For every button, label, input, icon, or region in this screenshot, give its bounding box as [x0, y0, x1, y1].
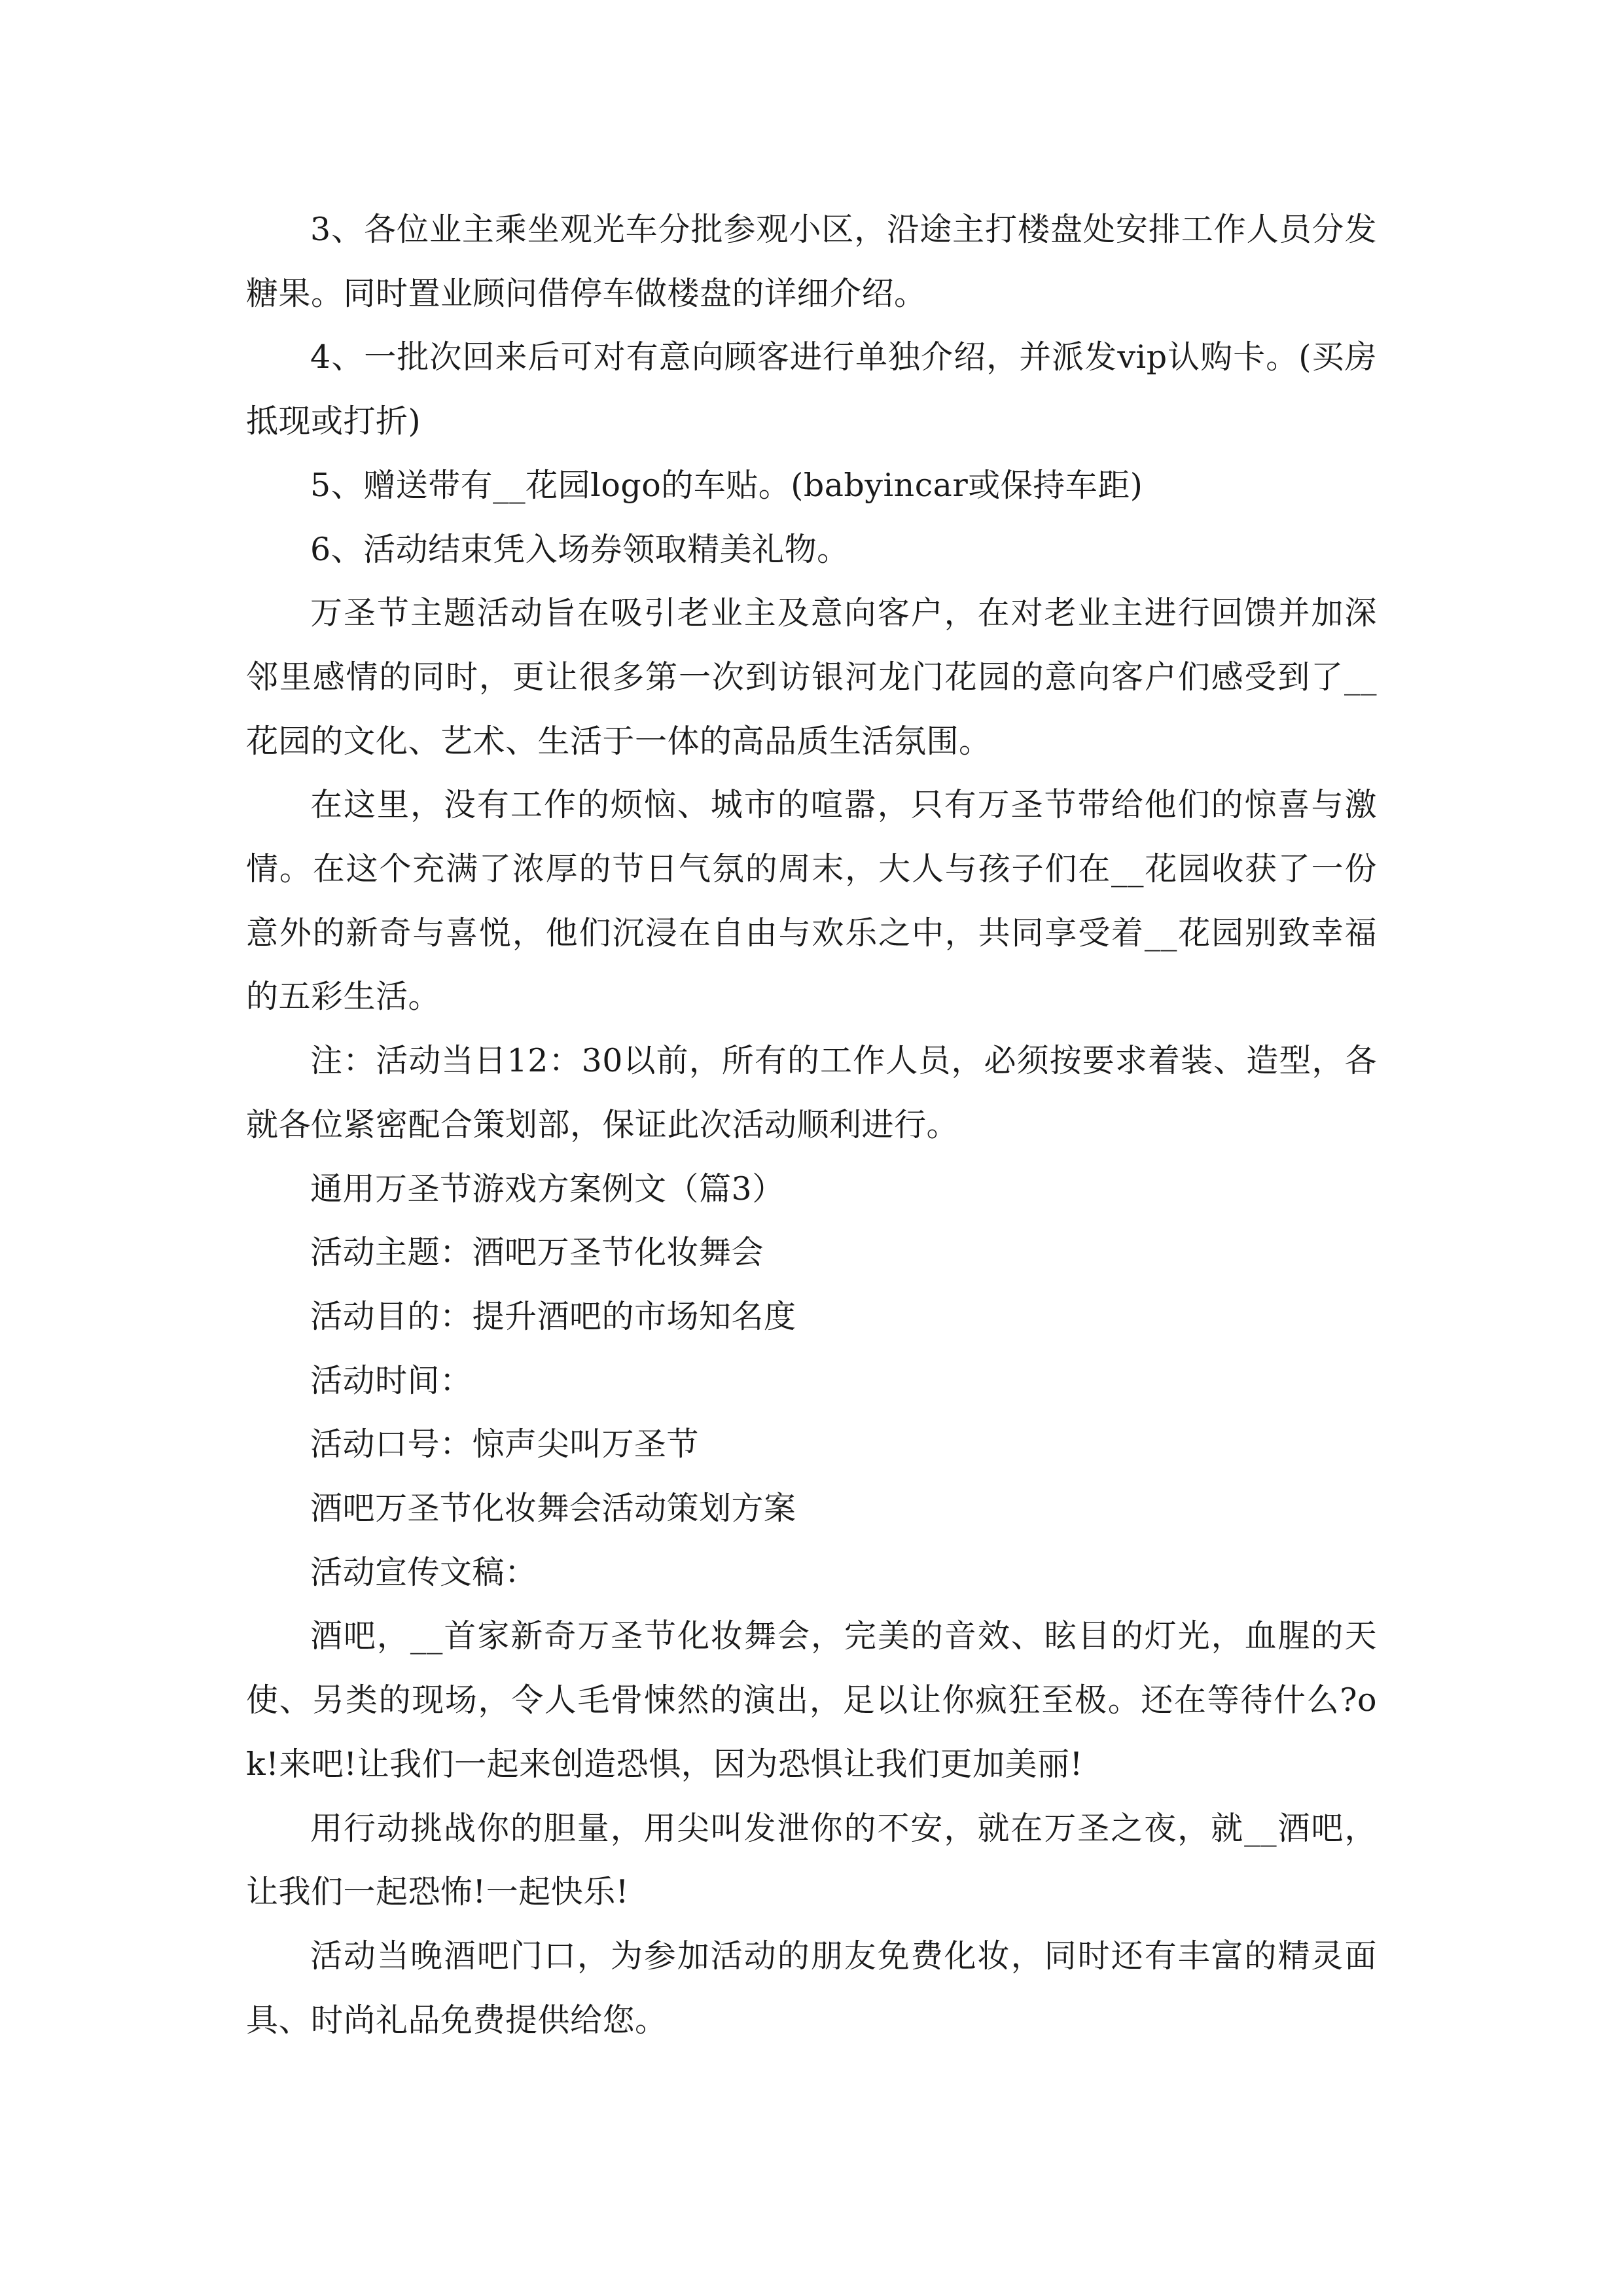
paragraph-atmosphere: 在这里，没有工作的烦恼、城市的喧嚣，只有万圣节带给他们的惊喜与激情。在这个充满了浓厚的节日气氛的周末，大人与孩子们在__花园收获了一份意外的新奇与喜悦，他们沉浸在自由与欢乐之中，共同享受着__花园别致幸福的五彩生活。: [246, 786, 1377, 1016]
promo-text-2: 用行动挑战你的胆量，用尖叫发泄你的不安，就在万圣之夜，就__酒吧，让我们一起恐怖!一起快乐!: [246, 1809, 1377, 1911]
activity-slogan: 活动口号：惊声尖叫万圣节: [310, 1426, 700, 1463]
paragraph-summary: 万圣节主题活动旨在吸引老业主及意向客户，在对老业主进行回馈并加深邻里感情的同时，更让很多第一次到访银河龙门花园的意向客户们感受到了__花园的文化、艺术、生活于一体的高品质生活氛围。: [246, 594, 1377, 760]
paragraph-step-5: 5、赠送带有__花园logo的车贴。(babyincar或保持车距): [310, 466, 1143, 504]
plan-title: 酒吧万圣节化妆舞会活动策划方案: [310, 1490, 796, 1528]
paragraph-note: 注：活动当日12：30以前，所有的工作人员，必须按要求着装、造型，各就各位紧密配合策划部，保证此次活动顺利进行。: [246, 1042, 1377, 1143]
activity-theme: 活动主题：酒吧万圣节化妆舞会: [310, 1234, 764, 1272]
activity-time: 活动时间：: [310, 1361, 473, 1399]
paragraph-step-3: 3、各位业主乘坐观光车分批参观小区，沿途主打楼盘处安排工作人员分发糖果。同时置业顾问借停车做楼盘的详细介绍。: [246, 211, 1377, 312]
paragraph-step-6: 6、活动结束凭入场券领取精美礼物。: [310, 530, 849, 568]
section-heading: 通用万圣节游戏方案例文（篇3）: [310, 1170, 785, 1208]
promo-text-3: 活动当晚酒吧门口，为参加活动的朋友免费化妆，同时还有丰富的精灵面具、时尚礼品免费提供给您。: [246, 1937, 1377, 2039]
promo-text-1: 酒吧，__首家新奇万圣节化妆舞会，完美的音效、眩目的灯光，血腥的天使、另类的现场，令人毛骨悚然的演出，足以让你疯狂至极。还在等待什么?ok!来吧!让我们一起来创造恐惧，因为恐惧让我们更加美丽!: [246, 1617, 1377, 1783]
document-body: [246, 198, 1377, 2052]
paragraph-step-4: 4、一批次回来后可对有意向顾客进行单独介绍，并派发vip认购卡。(买房抵现或打折): [246, 338, 1377, 440]
activity-purpose: 活动目的：提升酒吧的市场知名度: [310, 1297, 796, 1335]
promo-label: 活动宣传文稿：: [310, 1553, 537, 1591]
